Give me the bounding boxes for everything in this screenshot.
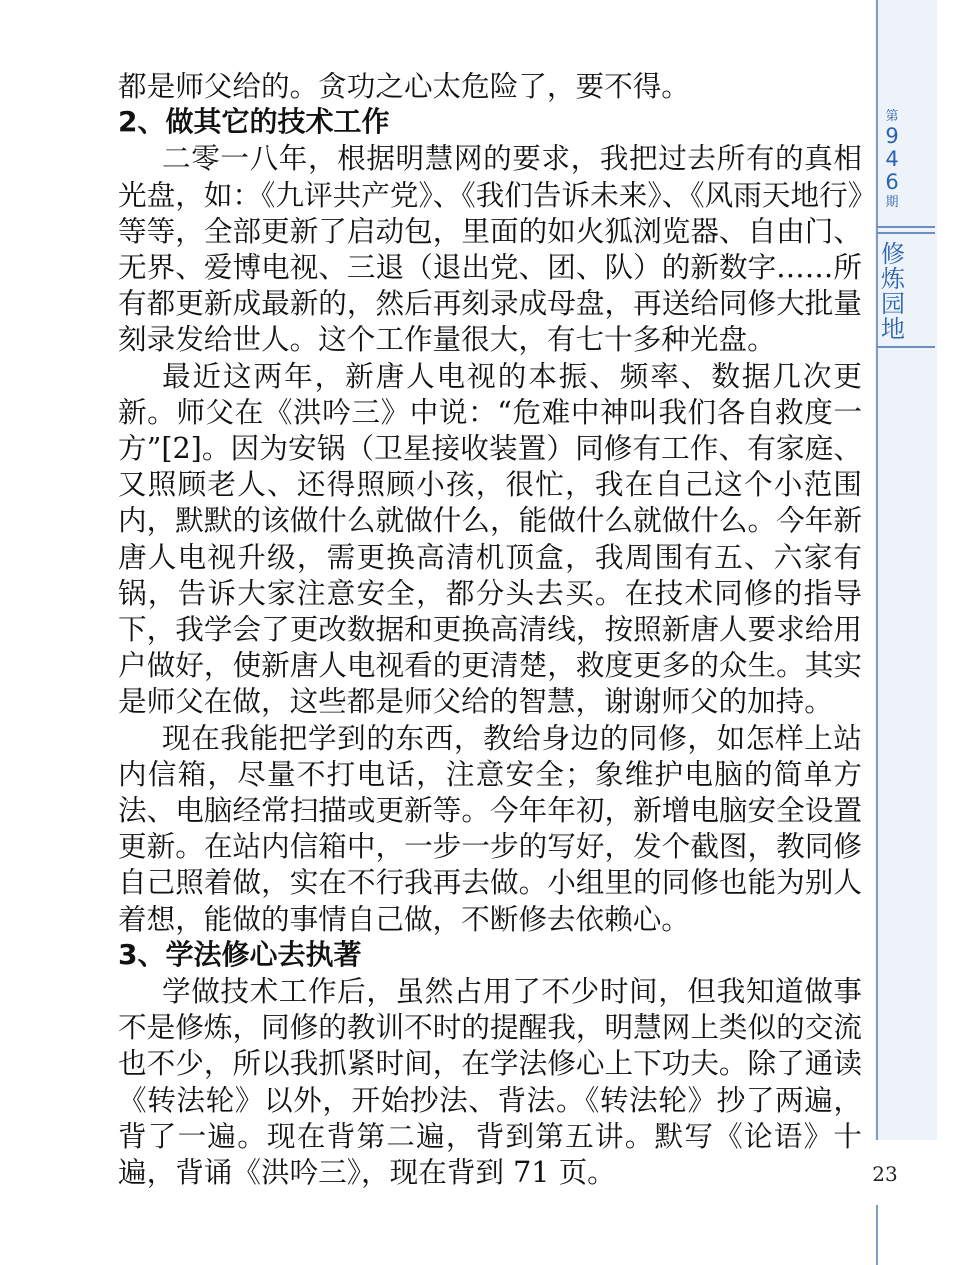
section-char: 修 — [881, 240, 905, 268]
section-title — [880, 242, 906, 342]
section-heading: 2、做其它的技术工作 — [118, 105, 390, 139]
page-number: 23 — [872, 1162, 898, 1186]
paragraph: 现在我能把学到的东西，教给身边的同修，如怎样上站内信箱，尽量不打电话，注意安全；象维护电脑的简单方法、电脑经常扫描或更新等。今年年初，新增电脑安全设置更新。在站内信箱中，一步一步的写好，发个截图，教同修自己照着做，实在不行我再去做。小组里的同修也能为别人着想，能做的事情自己做，不断修去依赖心。 — [118, 720, 862, 936]
sidebar-border-line — [876, 0, 878, 1140]
paragraph: 二零一八年，根据明慧网的要求，我把过去所有的真相光盘，如：《九评共产党》、《我们告诉未来》、《风雨天地行》等等，全部更新了启动包，里面的如火狐浏览器、自由门、无界、爱博电视、三退（退出党、团、队）的新数字……所有都更新成最新的，然后再刻录成母盘，再送给同修大批量刻录发给世人。这个工作量很大，有七十多种光盘。 — [118, 141, 862, 357]
issue-number — [880, 108, 904, 211]
issue-digit: 6 — [885, 170, 899, 194]
paragraph: 都是师父给的。贪功之心太危险了，要不得。 — [118, 69, 690, 103]
paragraph: 最近这两年，新唐人电视的本振、频率、数据几次更新。师父在《洪吟三》中说：“危难中神叫我们各自救度一方”[2]。因为安锅（卫星接收装置）同修有工作、有家庭、又照顾老人、还得照顾小孩，很忙，我在自己这个小范围内，默默的该做什么就做什么，能做什么就做什么。今年新唐人电视升级，需更换高清机顶盒，我周围有五、六家有锅，告诉大家注意安全，都分头去买。在技术同修的指导下，我学会了更改数据和更换高清线，按照新唐人要求给用户做好，使新唐人电视看的更清楚，救度更多的众生。其实是师父在做，这些都是师父给的智慧，谢谢师父的加持。 — [118, 358, 862, 719]
sidebar-divider — [877, 346, 935, 348]
article-body — [118, 68, 862, 1190]
paragraph: 学做技术工作后，虽然占用了不少时间，但我知道做事不是修炼，同修的教训不时的提醒我，明慧网上类似的交流也不少，所以我抓紧时间，在学法修心上下功夫。除了通读《转法轮》以外，开始抄法、背法。《转法轮》抄了两遍，背了一遍。现在背第二遍，背到第五讲。默写《论语》十遍，背诵《洪吟三》，现在背到 71 页。 — [118, 974, 862, 1190]
sidebar-border-line-lower — [876, 1205, 878, 1265]
issue-prefix: 第 — [885, 109, 899, 124]
section-heading: 3、学法修心去执著 — [118, 937, 362, 971]
sidebar-divider — [877, 232, 935, 234]
section-char: 地 — [881, 315, 905, 343]
issue-digit: 4 — [885, 147, 899, 171]
section-char: 园 — [881, 290, 905, 318]
issue-suffix: 期 — [885, 195, 899, 210]
issue-digit: 9 — [885, 124, 899, 148]
section-char: 炼 — [881, 265, 905, 293]
sidebar-divider — [877, 226, 935, 228]
